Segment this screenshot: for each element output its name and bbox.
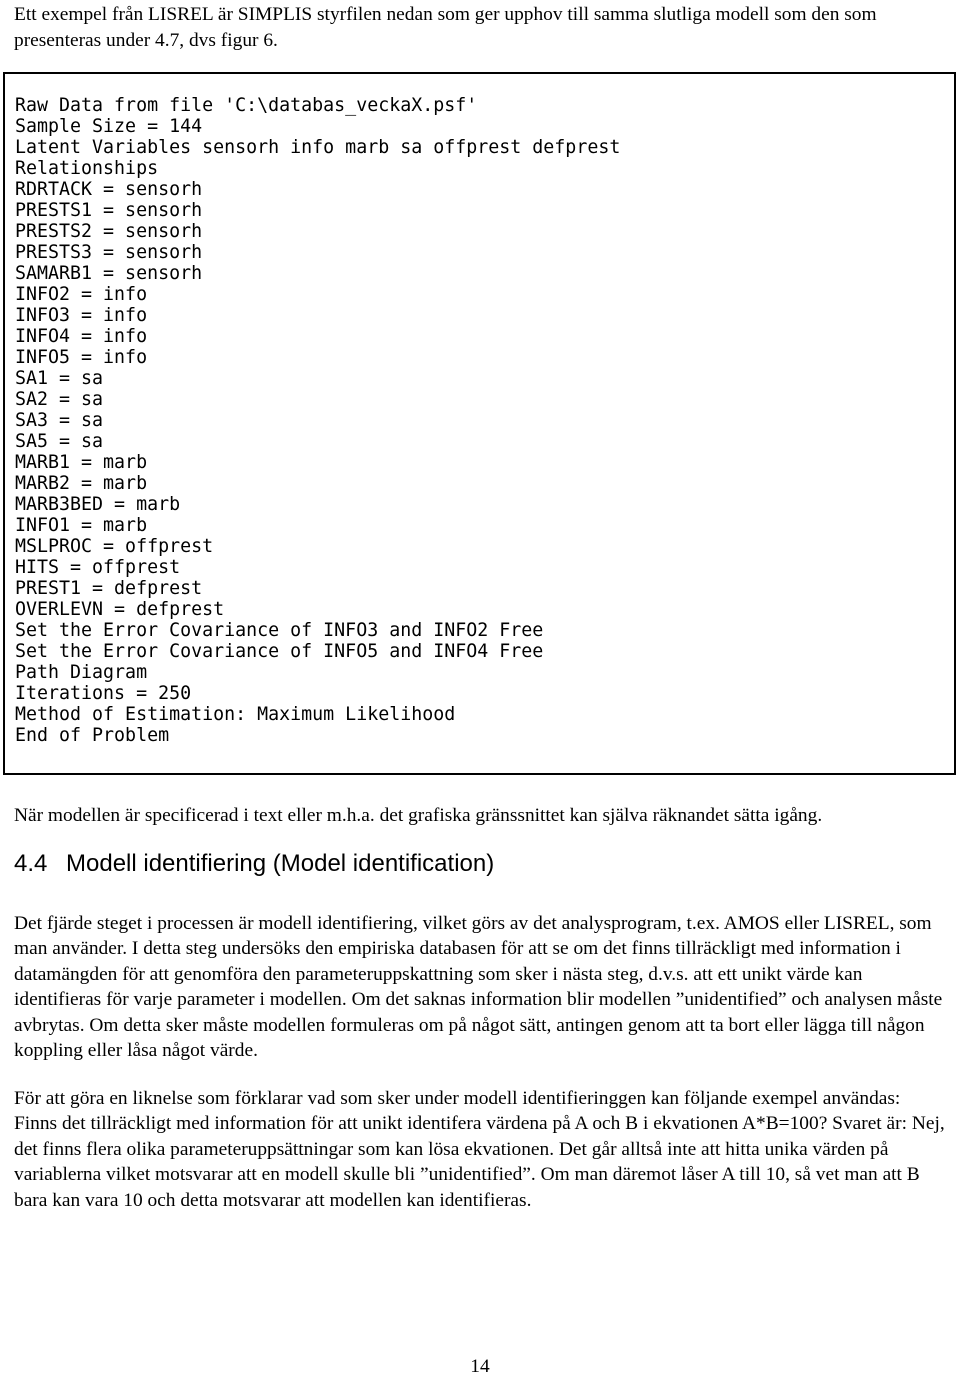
simplis-code-box	[3, 72, 956, 775]
code-line: SA2 = sa	[15, 389, 104, 410]
code-line: MSLPROC = offprest	[15, 536, 214, 557]
code-line: Iterations = 250	[15, 683, 192, 704]
code-line: Relationships	[15, 158, 159, 179]
code-line: Set the Error Covariance of INFO5 and INFO4 Free	[15, 641, 544, 662]
code-line: INFO5 = info	[15, 347, 148, 368]
code-line: Path Diagram	[15, 662, 148, 683]
code-line: SA1 = sa	[15, 368, 104, 389]
code-line: PRESTS3 = sensorh	[15, 242, 203, 263]
section-title: Modell identifiering (Model identification)	[66, 850, 495, 877]
code-line: MARB1 = marb	[15, 452, 148, 473]
code-line: SAMARB1 = sensorh	[15, 263, 203, 284]
code-line: Raw Data from file 'C:\databas_veckaX.psf'	[15, 95, 478, 116]
code-line: HITS = offprest	[15, 557, 181, 578]
code-line: MARB3BED = marb	[15, 494, 181, 515]
code-line: INFO2 = info	[15, 284, 148, 305]
page-number: 14	[470, 1356, 490, 1377]
code-line: PRESTS2 = sensorh	[15, 221, 203, 242]
code-line: RDRTACK = sensorh	[15, 179, 203, 200]
code-line: MARB2 = marb	[15, 473, 148, 494]
code-line: Latent Variables sensorh info marb sa offprest defprest	[15, 137, 621, 158]
section-number: 4.4	[14, 850, 48, 877]
code-line: PRESTS1 = sensorh	[15, 200, 203, 221]
code-line: INFO1 = marb	[15, 515, 148, 536]
code-line: SA3 = sa	[15, 410, 104, 431]
code-line: End of Problem	[15, 725, 170, 746]
code-line: PREST1 = defprest	[15, 578, 203, 599]
code-line: Sample Size = 144	[15, 116, 203, 137]
body-paragraph: För att göra en liknelse som förklarar vad som sker under modell identifieringgen kan följande exempel användas: Finns det tillräckligt med information för att unikt identifera värdena på A och B i ekvationen A*B=100? Svaret är: Nej, det finns flera olika parameteruppsättningar som kan lösa ekvationen. Det går alltså inte att hitta unika värden på variablerna vilket motsvarar att en modell skulle bli ”unidentified”. Om man däremot låser A till 10, så vet man att B bara kan vara 10 och detta motsvarar att modellen kan identifieras.	[14, 1088, 945, 1211]
code-line: SA5 = sa	[15, 431, 104, 452]
code-line: INFO4 = info	[15, 326, 148, 347]
code-line: OVERLEVN = defprest	[15, 599, 225, 620]
after-code-text: När modellen är specificerad i text eller m.h.a. det grafiska gränssnittet kan själva räknandet sätta igång.	[14, 805, 823, 826]
section-heading	[14, 848, 494, 880]
code-line: Method of Estimation: Maximum Likelihood	[15, 704, 456, 725]
code-line: INFO3 = info	[15, 305, 148, 326]
code-line: Set the Error Covariance of INFO3 and INFO2 Free	[15, 620, 544, 641]
body-paragraph: Det fjärde steget i processen är modell identifiering, vilket görs av det analysprogram, t.ex. AMOS eller LISREL, som man använder. I detta steg undersöks den empiriska databasen för att se om det finns tillräckligt med information i datamängden för att genomföra den parameteruppskattning som sker i nästa steg, d.v.s. att ett unikt värde kan identifieras för varje parameter i modellen. Om det saknas information blir modellen ”unidentified” och analysen måste avbrytas. Om detta sker måste modellen formuleras om på något sätt, antingen genom att ta bort eller lägga till någon koppling eller låsa något värde.	[14, 913, 943, 1062]
intro-text: Ett exempel från LISREL är SIMPLIS styrfilen nedan som ger upphov till samma slutliga modell som den som presenteras under 4.7, dvs figur 6.	[14, 4, 877, 51]
